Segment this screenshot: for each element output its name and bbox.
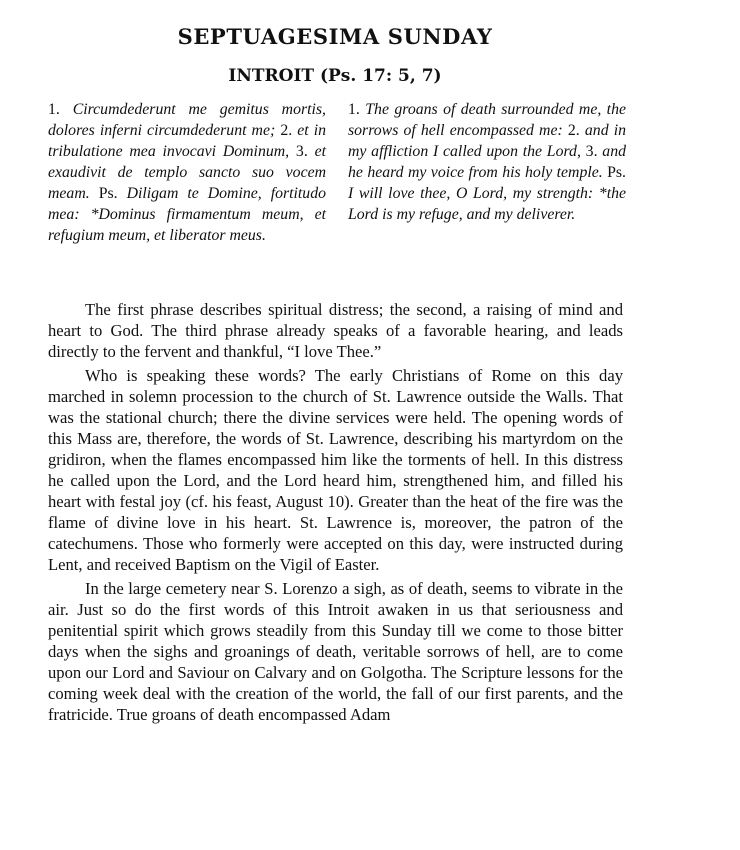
section-heading: INTROIT (Ps. 17: 5, 7) [228, 66, 442, 86]
verse-number: 2. [567, 122, 580, 139]
latin-text-column [48, 99, 326, 246]
verse-number: 3. [295, 143, 308, 160]
english-text-column [348, 99, 626, 225]
verse-number: 3. [585, 143, 598, 160]
commentary-paragraph: In the large cemetery near S. Lorenzo a sigh, as of death, seems to vibrate in the air. Just so do the first words of this Introit awaken in us that seriousness and penitential spirit which grows steadily from this Sunday till we come to those bitter days when the sighs and groanings of death, veritable sorrows of hell, are to come upon our Lord and Saviour on Calvary and on Golgotha. The Scripture lessons for the coming week deal with the creation of the world, the fall of our first parents, and the fratricide. True groans of death encompassed Adam [48, 579, 623, 724]
english-verse: and in my affliction I called upon the Lord, [348, 122, 627, 160]
verse-number: 1. [48, 101, 60, 118]
english-psalm-verse: I will love thee, O Lord, my strength: *the Lord is my refuge, and my deliverer. [348, 185, 626, 223]
page-title: SEPTUAGESIMA SUNDAY [177, 24, 493, 49]
psalm-marker: Ps. [98, 185, 118, 202]
verse-number: 2. [280, 122, 293, 139]
latin-verse: Circumdederunt me gemitus mortis, dolores inferni circumdederunt me; [48, 101, 326, 139]
english-verse: The groans of death surrounded me, the sorrows of hell encompassed me: [348, 101, 626, 139]
commentary-body [48, 299, 623, 728]
english-verse: and he heard my voice from his holy temple. [348, 143, 626, 181]
latin-verse: et in tribulatione mea invocavi Dominum, [48, 122, 327, 160]
latin-psalm-verse: Diligam te Domine, fortitudo mea: *Dominus firmamentum meum, et refugium meum, et liberator meus. [48, 185, 326, 244]
latin-verse: et exaudivit de templo sancto suo vocem meam. [48, 143, 326, 202]
commentary-paragraph: Who is speaking these words? The early Christians of Rome on this day marched in solemn procession to the church of St. Lawrence outside the Walls. That was the stational church; there the divine services were held. The opening words of this Mass are, therefore, the words of St. Lawrence, describing his martyrdom on the gridiron, when the flames encompassed him like the torments of hell. In this distress he called upon the Lord, and the Lord heard him, strengthened him, and filled his heart with festal joy (cf. his feast, August 10). Greater than the heat of the fire was the flame of divine love in his heart. St. Lawrence is, moreover, the patron of the catechumens. Those who formerly were accepted on this day, were instructed during Lent, and received Baptism on the Vigil of Easter. [48, 366, 623, 574]
psalm-marker: Ps. [607, 164, 626, 181]
verse-number: 1. [348, 101, 360, 118]
commentary-paragraph: The first phrase describes spiritual distress; the second, a raising of mind and heart to God. The third phrase already speaks of a favorable hearing, and leads directly to the fervent and thankful, “I love Thee.” [48, 300, 623, 361]
